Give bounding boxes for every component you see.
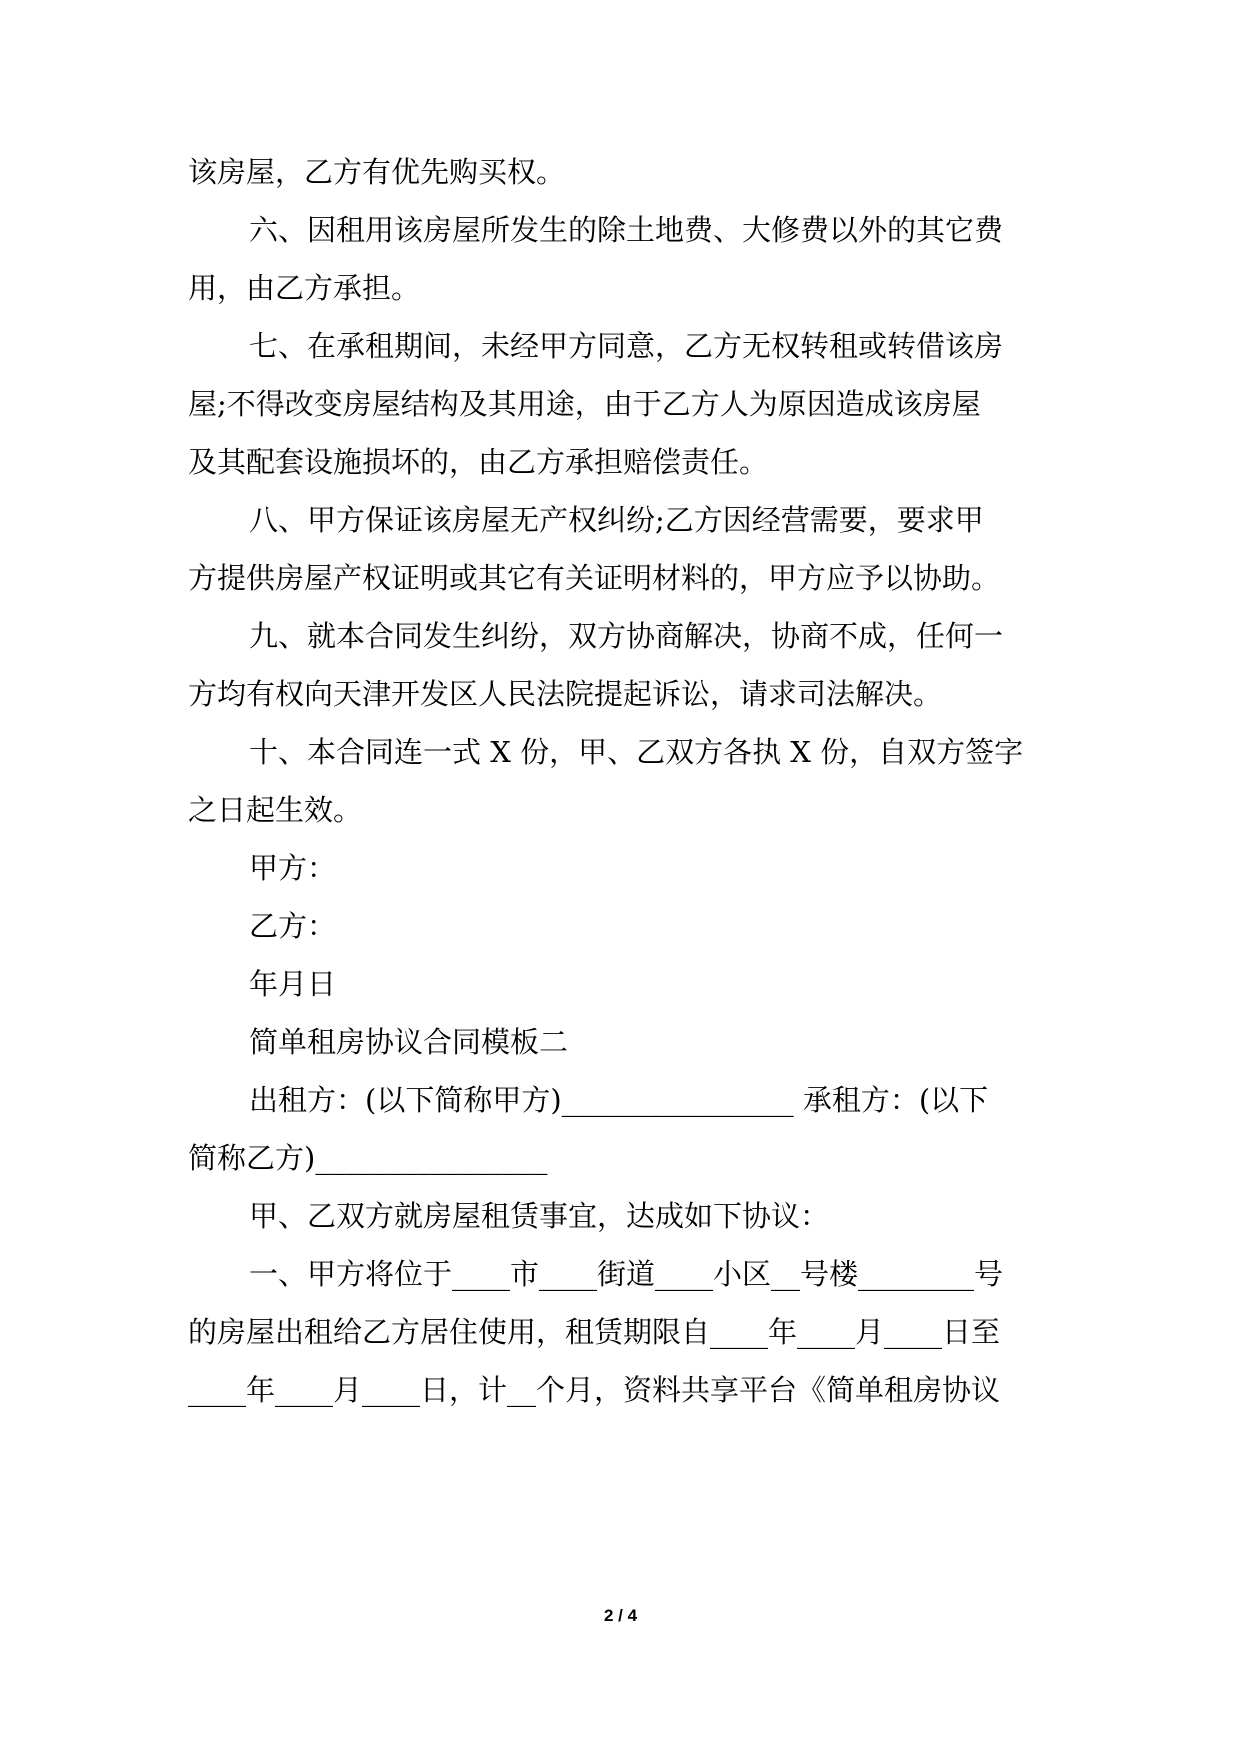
- text-line: 屋;不得改变房屋结构及其用途，由于乙方人为原因造成该房屋: [188, 387, 981, 421]
- text-line: 年月日: [249, 967, 337, 1001]
- text-line: 简称乙方)________________: [188, 1141, 548, 1175]
- text-line: 简单租房协议合同模板二: [249, 1025, 569, 1059]
- text-line: 一、甲方将位于____市____街道____小区__号楼________号: [249, 1257, 1004, 1291]
- page-number: 2 / 4: [603, 1606, 638, 1625]
- text-line: 十、本合同连一式 X 份，甲、乙双方各执 X 份，自双方签字: [249, 735, 1024, 769]
- text-line: 该房屋，乙方有优先购买权。: [188, 155, 566, 189]
- text-line: 及其配套设施损坏的，由乙方承担赔偿责任。: [188, 445, 769, 479]
- text-line: 八、甲方保证该房屋无产权纠纷;乙方因经营需要，要求甲: [249, 503, 984, 537]
- text-line: 甲方：: [249, 851, 337, 885]
- text-line: 七、在承租期间，未经甲方同意，乙方无权转租或转借该房: [249, 329, 1004, 363]
- text-line: 出租方：(以下简称甲方)________________ 承租方：(以下: [249, 1083, 989, 1117]
- text-line: 方均有权向天津开发区人民法院提起诉讼，请求司法解决。: [188, 677, 943, 711]
- text-line: ____年____月____日，计__个月，资料共享平台《简单租房协议: [188, 1373, 1001, 1407]
- text-line: 的房屋出租给乙方居住使用，租赁期限自____年____月____日至: [188, 1315, 1001, 1349]
- text-line: 之日起生效。: [188, 793, 363, 827]
- text-line: 乙方：: [249, 909, 337, 943]
- text-line: 九、就本合同发生纠纷，双方协商解决，协商不成，任何一: [249, 619, 1004, 653]
- text-line: 方提供房屋产权证明或其它有关证明材料的，甲方应予以协助。: [188, 561, 1001, 595]
- text-line: 用，由乙方承担。: [188, 271, 421, 305]
- text-line: 六、因租用该房屋所发生的除土地费、大修费以外的其它费: [249, 213, 1004, 247]
- text-line: 甲、乙双方就房屋租赁事宜，达成如下协议：: [249, 1199, 830, 1233]
